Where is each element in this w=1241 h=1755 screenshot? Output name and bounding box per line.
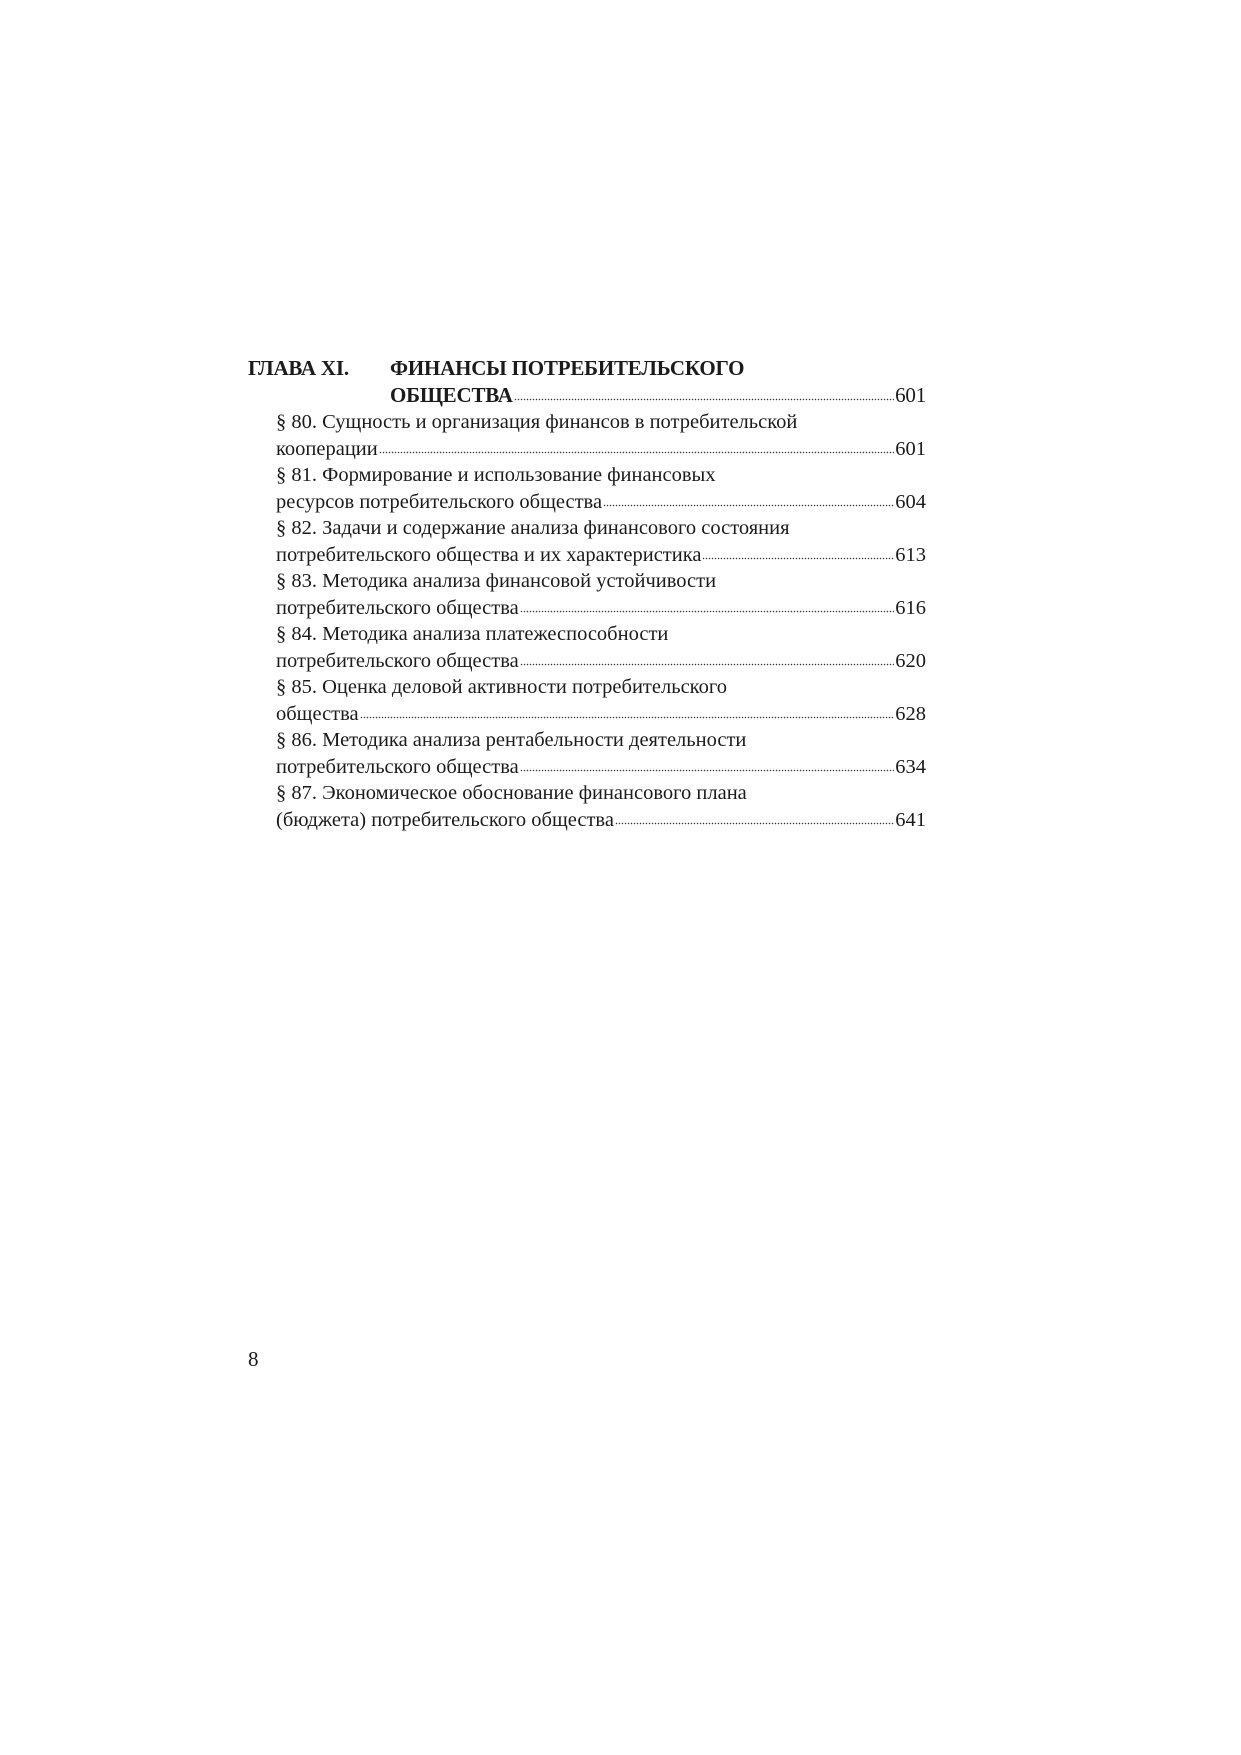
section-title-line1: § 85. Оценка деловой активности потребительского bbox=[276, 676, 727, 698]
page-number: 8 bbox=[248, 1347, 259, 1371]
section-title-line2 bbox=[276, 701, 926, 728]
section-title-line2 bbox=[276, 595, 926, 622]
chapter-title-line2-text: ОБЩЕСТВА bbox=[390, 383, 513, 407]
section-title-line1: § 83. Методика анализа финансовой устойчивости bbox=[276, 570, 717, 592]
dot-leader bbox=[520, 769, 895, 773]
section-title-line2-text: кооперации bbox=[276, 437, 378, 460]
chapter-entry bbox=[248, 355, 926, 409]
chapter-title-line1: ФИНАНСЫ ПОТРЕБИТЕЛЬСКОГО bbox=[390, 356, 745, 380]
chapter-title-line2 bbox=[390, 382, 926, 409]
section-entry-80 bbox=[276, 409, 926, 462]
dot-leader bbox=[514, 398, 894, 402]
section-title-line1: § 81. Формирование и использование финансовых bbox=[276, 464, 716, 486]
section-title-line2 bbox=[276, 648, 926, 675]
section-page-number: 604 bbox=[895, 490, 926, 513]
chapter-title bbox=[390, 355, 926, 409]
section-title-line2-text: потребительского общества bbox=[276, 649, 519, 672]
section-title-line1: § 82. Задачи и содержание анализа финансового состояния bbox=[276, 517, 790, 539]
section-entry-83 bbox=[276, 568, 926, 621]
section-title-line2 bbox=[276, 754, 926, 781]
section-entry-87 bbox=[276, 780, 926, 833]
table-of-contents bbox=[248, 355, 926, 833]
section-title-line1: § 87. Экономическое обоснование финансового плана bbox=[276, 782, 747, 804]
section-entry-82 bbox=[276, 515, 926, 568]
section-title-line2 bbox=[276, 542, 926, 569]
section-page-number: 613 bbox=[895, 543, 926, 566]
dot-leader bbox=[603, 504, 894, 508]
section-title-line2-text: (бюджета) потребительского общества bbox=[276, 808, 614, 831]
dot-leader bbox=[360, 716, 895, 720]
section-entry-85 bbox=[276, 674, 926, 727]
section-entry-86 bbox=[276, 727, 926, 780]
section-title-line1: § 80. Сущность и организация финансов в потребительской bbox=[276, 411, 798, 433]
chapter-page-number: 601 bbox=[895, 383, 926, 407]
section-title-line2-text: ресурсов потребительского общества bbox=[276, 490, 603, 513]
section-title-line2-text: потребительского общества bbox=[276, 755, 519, 778]
chapter-label: ГЛАВА XI. bbox=[248, 356, 349, 380]
dot-leader bbox=[520, 663, 895, 667]
section-page-number: 616 bbox=[895, 596, 926, 619]
section-title-line2-text: общества bbox=[276, 702, 359, 725]
section-title-line2 bbox=[276, 807, 926, 834]
section-title-line2-text: потребительского общества bbox=[276, 596, 519, 619]
section-page-number: 628 bbox=[895, 702, 926, 725]
section-entry-81 bbox=[276, 462, 926, 515]
section-title-line1: § 86. Методика анализа рентабельности деятельности bbox=[276, 729, 747, 751]
section-title-line2-text: потребительского общества и их характеристика bbox=[276, 543, 702, 566]
dot-leader bbox=[615, 822, 894, 826]
section-page-number: 620 bbox=[895, 649, 926, 672]
section-entry-84 bbox=[276, 621, 926, 674]
section-title-line1: § 84. Методика анализа платежеспособности bbox=[276, 623, 669, 645]
dot-leader bbox=[520, 610, 895, 614]
section-title-line2 bbox=[276, 489, 926, 516]
dot-leader bbox=[702, 557, 894, 561]
section-page-number: 601 bbox=[895, 437, 926, 460]
section-page-number: 641 bbox=[895, 808, 926, 831]
section-page-number: 634 bbox=[895, 755, 926, 778]
section-title-line2 bbox=[276, 436, 926, 463]
dot-leader bbox=[379, 451, 895, 455]
